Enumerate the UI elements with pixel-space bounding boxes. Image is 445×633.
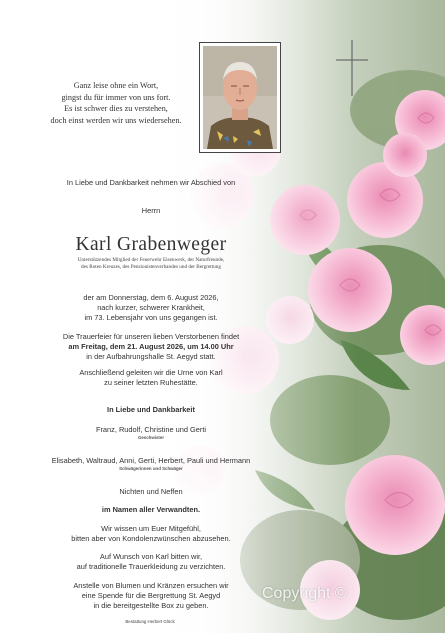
death-notice-line: der am Donnerstag, dem 6. August 2026, xyxy=(83,293,219,302)
death-notice xyxy=(10,293,292,323)
in-laws-names: Elisabeth, Waltraud, Anni, Gerti, Herbert, Pauli und Hermann xyxy=(51,456,251,465)
all-relatives-text: im Namen aller Verwandten. xyxy=(101,505,201,514)
condolences-request xyxy=(10,524,292,544)
portrait-photo xyxy=(199,42,281,153)
donation-line: eine Spende für die Bergrettung St. Aegyd xyxy=(81,591,221,600)
salutation: Herrn xyxy=(141,206,161,215)
ceremony-line: Die Trauerfeier für unseren lieben Verstorbenen findet xyxy=(62,332,240,341)
intro-text: In Liebe und Dankbarkeit nehmen wir Abschied von xyxy=(66,178,236,187)
cross-icon xyxy=(332,38,372,98)
poem-line: Ganz leise ohne ein Wort, xyxy=(73,81,159,90)
urn-notice xyxy=(10,368,292,388)
ceremony-location: in der Aufbahrungshalle St. Aegyd statt. xyxy=(86,352,216,361)
poem xyxy=(16,80,216,126)
donation-line: in die bereitgestellte Box zu geben. xyxy=(93,601,209,610)
nephews-text: Nichten und Neffen xyxy=(119,487,183,496)
urn-line: zu seiner letzten Ruhestätte. xyxy=(104,378,198,387)
deceased-name: Karl Grabenweger xyxy=(75,234,227,255)
portrait-image xyxy=(203,46,277,149)
ceremony-date: am Freitag, dem 21. August 2026, um 14.00 Uhr xyxy=(68,342,234,351)
donation-line: Anstelle von Blumen und Kränzen ersuchen wir xyxy=(73,581,229,590)
funeral-home-credit: Bestattung Herbert Glöck xyxy=(125,619,175,624)
siblings xyxy=(10,425,292,441)
death-notice-line: im 73. Lebensjahr von uns gegangen ist. xyxy=(84,313,218,322)
dress-request xyxy=(10,552,292,572)
dress-line: Auf Wunsch von Karl bitten wir, xyxy=(99,552,203,561)
in-laws xyxy=(10,456,292,472)
memberships xyxy=(10,257,292,270)
ceremony-info xyxy=(10,332,292,362)
poem-line: doch einst werden wir uns wiedersehen. xyxy=(50,115,182,125)
donation-request xyxy=(10,581,292,611)
condolences-line: bitten aber von Kondolenzwünschen abzusehen. xyxy=(71,534,231,543)
membership-line: Unterstützendes Mitglied der Feuerwehr Eisenwerk, der Naturfreunde, xyxy=(77,257,225,263)
copyright-watermark: Copyright © xyxy=(262,585,347,602)
siblings-relation: Geschwister xyxy=(137,435,165,440)
gratitude-heading: In Liebe und Dankbarkeit xyxy=(107,405,195,414)
siblings-names: Franz, Rudolf, Christine und Gerti xyxy=(95,425,207,434)
death-notice-line: nach kurzer, schwerer Krankheit, xyxy=(97,303,205,312)
condolences-line: Wir wissen um Euer Mitgefühl, xyxy=(101,524,201,533)
dress-line: auf traditionelle Trauerkleidung zu verzichten. xyxy=(76,562,226,571)
urn-line: Anschließend geleiten wir die Urne von Karl xyxy=(79,368,223,377)
membership-line: des Roten Kreuzes, des Pensionistenverbandes und der Bergrettung xyxy=(81,263,221,270)
in-laws-relation: Schwägerinnen und Schwäger xyxy=(119,466,183,471)
poem-line: Es ist schwer dies zu verstehen, xyxy=(64,104,168,114)
poem-line: gingst du für immer von uns fort. xyxy=(61,92,171,102)
